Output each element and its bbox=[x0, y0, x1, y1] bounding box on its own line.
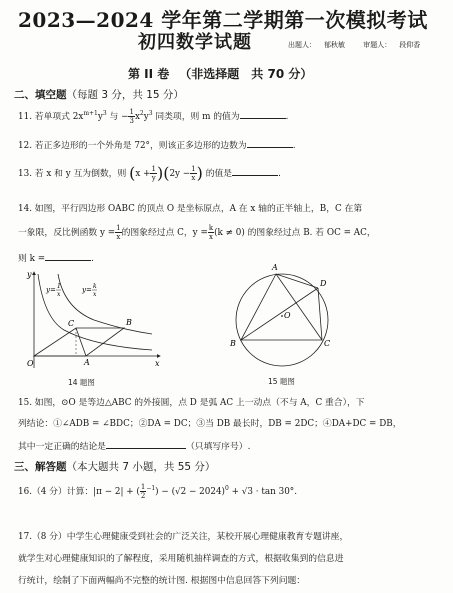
answer-blank-14[interactable] bbox=[45, 251, 91, 261]
circumcircle bbox=[236, 274, 331, 366]
label-x: x bbox=[155, 359, 160, 368]
curve2-num: k bbox=[93, 283, 97, 290]
label-o: O bbox=[284, 311, 291, 320]
center-point bbox=[281, 315, 283, 317]
exam-title: 2023—2024 学年第二学期第一次模拟考试 bbox=[18, 8, 428, 32]
question-15-line2: 列结论：①∠ADB = ∠BDC；②DA = DC；③当 DB 最长时，DB = 2DC；④DA+DC = DB， bbox=[18, 419, 402, 429]
label-a: A bbox=[272, 263, 278, 272]
label-b: B bbox=[230, 339, 236, 348]
label-o: O bbox=[27, 359, 34, 368]
question-14-line3: 则 k = . bbox=[18, 251, 94, 265]
label-d: D bbox=[320, 279, 327, 288]
question-16: 16.（4 分）计算：|π − 2| + ( $\frac{1}{2}$ $^{-1}) - (√2 - 2024)^0 + √3 \cdot \tan 30^\circ$. bbox=[18, 483, 297, 500]
author-label: 出题人： 郁秋敏 bbox=[288, 41, 345, 49]
question-17-line3: 行统计，绘制了下面两幅尚不完整的统计图. 根据图中信息回答下列问题： bbox=[18, 576, 306, 586]
answer-blank-12[interactable] bbox=[247, 138, 293, 148]
segment-bd bbox=[241, 288, 318, 340]
curve1-label: y= bbox=[46, 286, 56, 294]
section-fill-blank-heading: 二、填空题（每题 3 分，共 15 分） bbox=[14, 89, 184, 101]
segment-ac bbox=[76, 328, 86, 356]
label-c: C bbox=[324, 339, 331, 348]
answer-blank-15[interactable] bbox=[106, 439, 186, 449]
volume-heading: 第 II 卷 （非选择题 共 70 分） bbox=[128, 67, 313, 81]
question-15-line3: 其中一定正确的结论是 （只填写序号）. bbox=[18, 439, 250, 453]
curve2-label: y= bbox=[82, 286, 92, 294]
parallelogram-oabc bbox=[34, 328, 124, 356]
question-12: 12. 若正多边形的一个外角是 72°，则该正多边形的边数为 . bbox=[18, 138, 296, 152]
answer-blank-11[interactable] bbox=[240, 109, 286, 119]
figure-14 bbox=[24, 268, 164, 373]
question-17-line1: 17.（8 分）中学生心理健康受到社会的广泛关注，某校开展心理健康教育专题讲座， bbox=[18, 532, 349, 542]
curve2-den: x bbox=[93, 291, 97, 298]
label-y: y bbox=[27, 270, 32, 279]
label-b: B bbox=[126, 318, 132, 327]
question-14-line1: 14. 如图，平行四边形 OABC 的顶点 O 是坐标原点，A 在 x 轴的正半轴上，B，C 在第 bbox=[18, 204, 363, 214]
label-a: A bbox=[84, 358, 90, 367]
curve1-den: x bbox=[57, 291, 61, 298]
question-15-line1: 15. 如图，⊙O 是等边△ABC 的外接圆，点 D 是弧 AC 上一动点（不与 A，C 重合），下 bbox=[18, 398, 365, 408]
curve1-num: 1 bbox=[57, 283, 61, 290]
label-c: C bbox=[68, 319, 75, 328]
reviewer-label: 审题人： 段仰香 bbox=[363, 41, 421, 49]
question-11: 11. 若单项式 $2x^{m+1}y^3$ 与 − $\frac{1}{3}$ $x^2y^3$ 同类项，则 m 的值为 . bbox=[18, 108, 289, 125]
exam-subtitle: 初四数学试题 bbox=[138, 32, 252, 53]
author-info bbox=[288, 40, 436, 50]
figure-15 bbox=[226, 258, 338, 376]
question-17-line2: 就学生对心理健康知识的了解程度，采用随机抽样调查的方式，根据收集到的信息进 bbox=[18, 554, 344, 564]
figure-15-caption: 15 题图 bbox=[268, 377, 295, 386]
answer-blank-13[interactable] bbox=[232, 166, 278, 176]
figure-14-caption: 14 题图 bbox=[68, 378, 95, 387]
section-solve-heading: 三、解答题（本大题共 7 小题，共 55 分） bbox=[14, 461, 216, 473]
question-14-line2: 一象限，反比例函数 y = $\frac{1}{x}$ 的图象经过点 C，y = $\frac{k}{x}$ (k ≠ 0) 的图象经过点 B. 若 OC = AC， bbox=[18, 224, 376, 241]
question-13: 13. 若 x 和 y 互为倒数，则 (x + $\frac{1}{y}$ )(2y − $\frac{1}{x}$ ) 的值是 . bbox=[18, 163, 281, 183]
